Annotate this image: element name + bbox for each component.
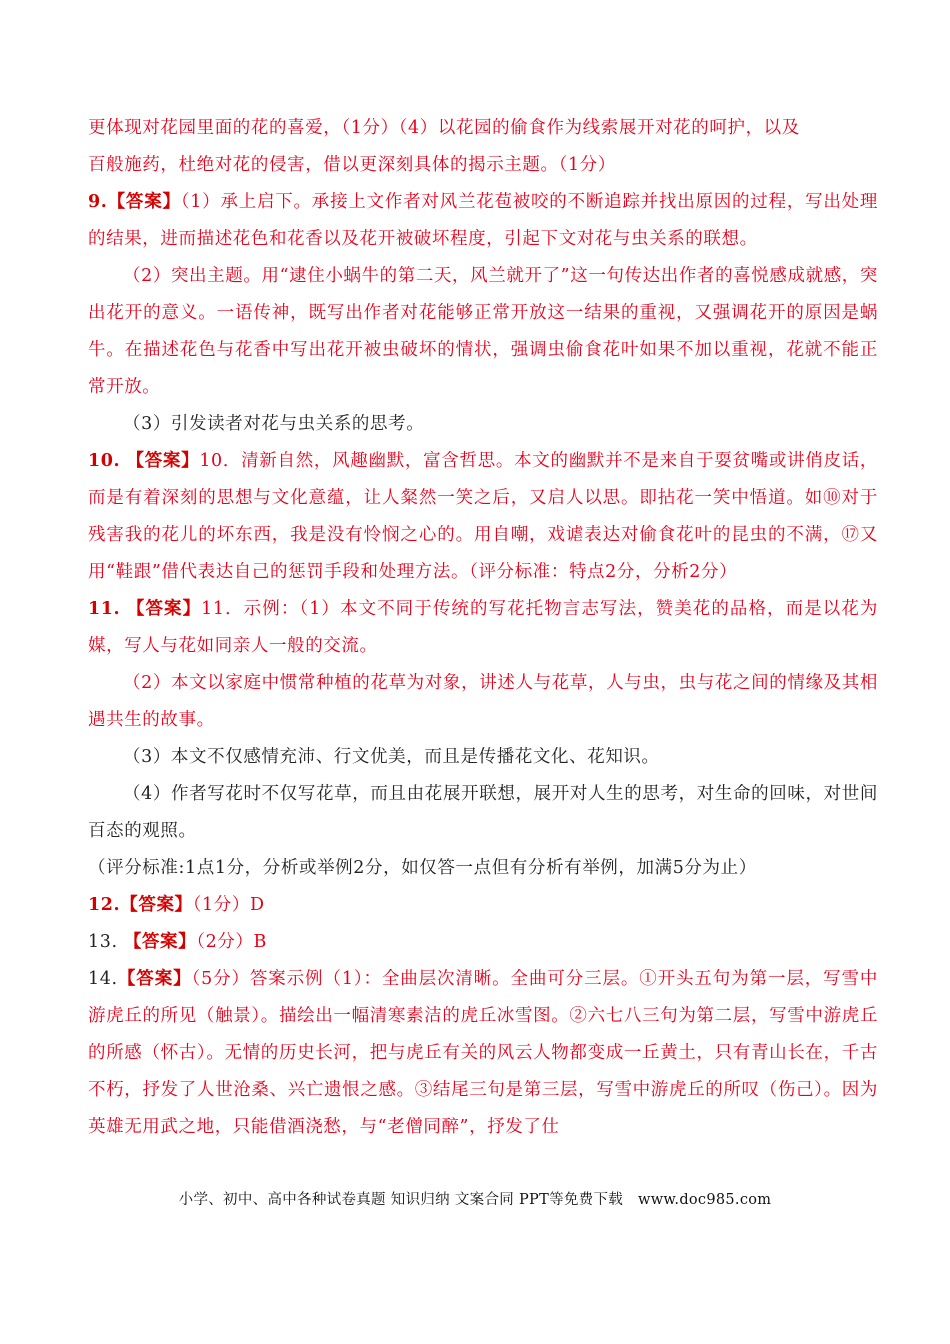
answer-14 — [88, 961, 878, 1146]
question-number: 12. — [88, 895, 121, 915]
footer-text: 小学、初中、高中各种试卷真题 知识归纳 文案合同 PPT等免费下载 — [178, 1192, 624, 1208]
answer-text: （5分）答案示例（1）：全曲层次清晰。全曲可分三层。①开头五句为第一层，写雪中游虎丘的所见（触景）。描绘出一幅清寒素洁的虎丘冰雪图。②六七八三句为第二层，写雪中游虎丘的所感（怀古）。无情的历史长河，把与虎丘有关的风云人物都变成一丘黄土，只有青山长在，千古不朽，抒发了人世沧桑、兴亡遗恨之感。③结尾三句是第三层，写雪中游虎丘的所叹（伤己）。因为英雄无用武之地，只能借酒浇愁，与“老僧同醉”，抒发了仕 — [88, 969, 878, 1137]
page-footer — [0, 1188, 950, 1209]
question-number: 9. — [88, 192, 108, 212]
question-number: 11. — [88, 599, 121, 619]
answer-text: （3）引发读者对花与虫关系的思考。 — [123, 414, 425, 434]
answer-11-part-3 — [88, 739, 878, 776]
answer-tag: 【答案】 — [117, 969, 192, 989]
answer-11-part-2: （2）本文以家庭中惯常种植的花草为对象，讲述人与花草，人与虫，虫与花之间的情缘及其相遇共生的故事。 — [88, 673, 878, 730]
answer-tag: 【答案】 — [126, 599, 202, 619]
question-number: 13. — [88, 932, 118, 952]
footer-link[interactable]: www.doc985.com — [638, 1192, 772, 1208]
answer-12 — [88, 887, 878, 924]
question-number: 10. — [88, 451, 121, 471]
answer-tag: 【答案】 — [107, 192, 181, 212]
answer-text: （1）承上启下。承接上文作者对风兰花苞被咬的不断追踪并找出原因的过程，写出处理的结果，进而描述花色和花香以及花开被破坏程度，引起下文对花与虫关系的联想。 — [88, 192, 879, 249]
answer-13 — [88, 924, 878, 961]
answer-10 — [88, 443, 878, 591]
scoring-criteria: （评分标准:1点1分，分析或举例2分，如仅答一点但有分析有举例，加满5分为止） — [88, 858, 757, 878]
answer-9-part-3 — [88, 406, 878, 443]
answer-11-part-4 — [88, 776, 878, 850]
answer-text: （3）本文不仅感情充沛、行文优美，而且是传播花文化、花知识。 — [123, 747, 660, 767]
answer-text: （2分）B — [196, 932, 267, 952]
answer-text: （4）作者写花时不仅写花草，而且由花展开联想，展开对人生的思考，对生命的回味，对世间百态的观照。 — [88, 784, 878, 841]
continuation-line-2: 百般施药，杜绝对花的侵害，借以更深刻具体的揭示主题。（1分） — [88, 155, 616, 175]
answer-9-part-1 — [88, 184, 878, 258]
answer-text: 11．示例：（1）本文不同于传统的写花托物言志写法，赞美花的品格，而是以花为媒，写人与花如同亲人一般的交流。 — [88, 599, 878, 656]
answer-text: （1分）D — [192, 895, 265, 915]
answer-document — [88, 110, 878, 1146]
answer-11-part-1 — [88, 591, 878, 665]
question-number: 14. — [88, 969, 118, 989]
answer-tag: 【答案】 — [120, 895, 193, 915]
answer-tag: 【答案】 — [126, 451, 200, 471]
continuation-line-1: 更体现对花园里面的花的喜爱，（1分）（4）以花园的偷食作为线索展开对花的呵护，以及 — [88, 118, 800, 138]
answer-9-part-2: （2）突出主题。用“逮住小蜗牛的第二天，风兰就开了”这一句传达出作者的喜悦感成就感，突出花开的意义。一语传神，既写出作者对花能够正常开放这一结果的重视，又强调花开的原因是蜗牛。在描述花色与花香中写出花开被虫破坏的情状，强调虫偷食花叶如果不加以重视，花就不能正常开放。 — [88, 266, 878, 397]
answer-text: 10．清新自然，风趣幽默，富含哲思。本文的幽默并不是来自于耍贫嘴或讲俏皮话，而是有着深刻的思想与文化意蕴，让人粲然一笑之后，又启人以思。即拈花一笑中悟道。如⑩对于残害我的花儿的坏东西，我是没有怜悯之心的。用自嘲，戏谑表达对偷食花叶的昆虫的不满，⑰又用“鞋跟”借代表达自己的惩罚手段和处理方法。（评分标准：特点2分，分析2分） — [88, 451, 878, 582]
answer-tag: 【答案】 — [123, 932, 197, 952]
